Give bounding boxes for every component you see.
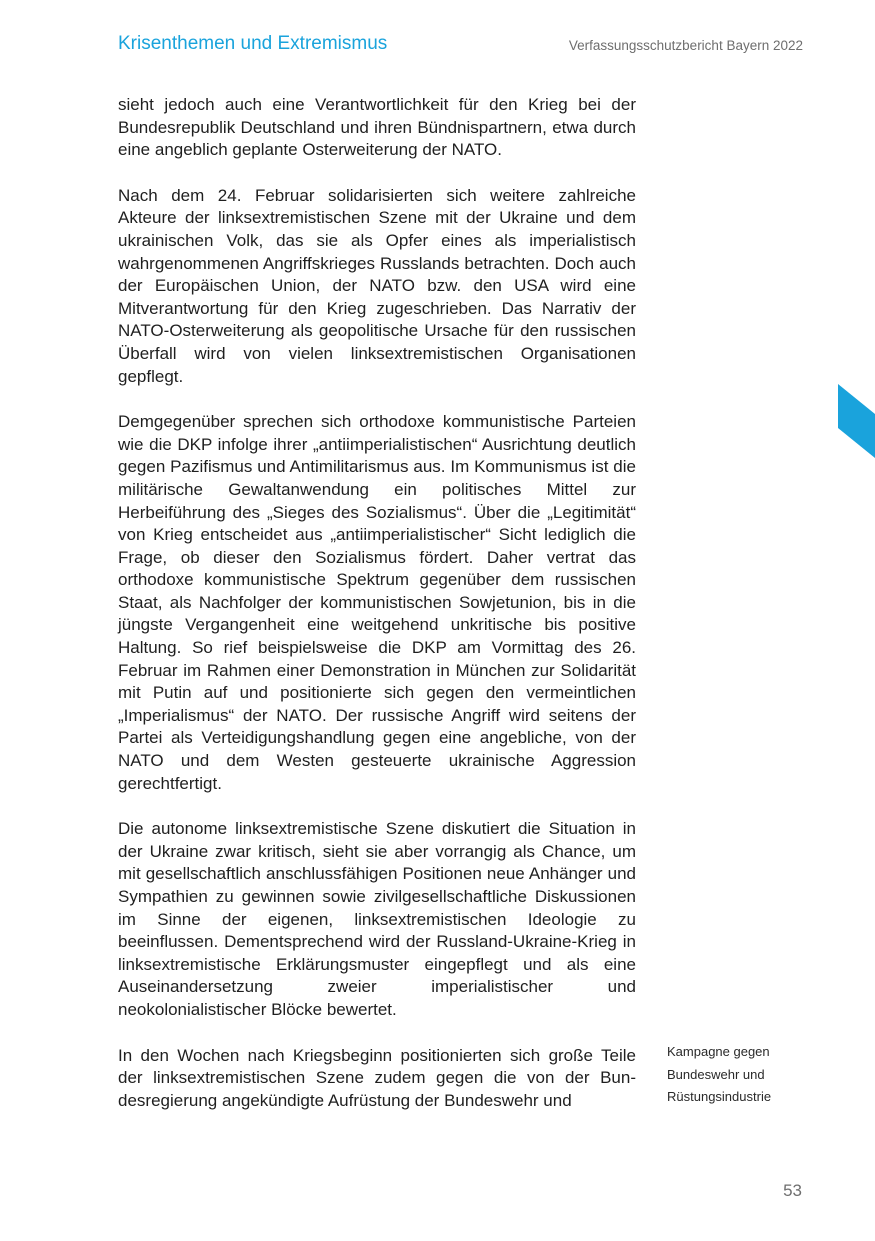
- chapter-tab-marker: [838, 384, 875, 458]
- marginal-note-line: Kampagne gegen: [667, 1044, 770, 1059]
- paragraph: sieht jedoch auch eine Verantwortlichkeit für den Krieg bei der Bundesrepublik Deutschland und ihren Bündnispartnern, etwa durch eine angeblich geplante Osterweiterung der NATO.: [118, 95, 636, 160]
- paragraph: Die autonome linksextremistische Szene diskutiert die Situation in der Ukraine zwar kritisch, sieht sie aber vorrangig als Chance, um mit gesellschaftlich anschlussfähigen Positionen neue Anhänger und Sympathien zu gewinnen sowie zivilgesellschaftliche Diskussionen im Sinne der eigenen, linksextremistischen Ideologie zu beeinflussen. Dementsprechend wird der Russland-Ukraine-Krieg in linksextremistische Erklärungsmuster eingepflegt und als eine Auseinandersetzung zweier imperialistischer und neokolonialistischer Blöcke bewertet.: [118, 819, 636, 1019]
- paragraph: Demgegenüber sprechen sich orthodoxe kommunistische Parteien wie die DKP infolge ihrer „antiimperialistischen“ Ausrichtung deutlich gegen Pazifismus und Antimilitarismus aus. Im Kommunismus ist die militärische Gewaltanwendung ein politisches Mittel zur Herbeiführung des „Sieges des Sozialismus“. Über die „Legitimität“ von Krieg entscheidet aus „antiimperialistischer“ Sicht lediglich die Frage, ob dieser den Sozialismus fördert. Daher vertrat das orthodoxe kommunistische Spektrum gegenüber dem russischen Staat, als Nachfolger der kommunistischen Sowjetunion, bis in die jüngste Vergangenheit eine weitgehend unkritische bis positive Haltung. So rief beispielsweise die DKP am Vormittag des 26. Februar im Rahmen einer Demonstration in München zur Solidarität mit Putin auf und positionierte sich gegen den vermeintlichen „Imperialismus“ der NATO. Der russische Angriff wird seitens der Partei als Verteidigungshandlung gegen eine angebliche, von der NATO und dem Westen gesteuerte ukrainische Aggression gerechtfertigt.: [118, 412, 636, 793]
- marginal-note-line: Bundeswehr und: [667, 1066, 765, 1082]
- page-number: 53: [783, 1181, 802, 1200]
- paragraph: Nach dem 24. Februar solidarisierten sich weitere zahlreiche Akteure der linksextremistischen Szene mit der Ukraine und dem ukrainischen Volk, das sie als Opfer eines als imperialistisch wahrgenommenen Angriffskrieges Russlands betrachten. Doch auch der Europäischen Union, der NATO bzw. den USA wird eine Mitverantwortung für den Krieg zugeschrieben. Das Narrativ der NATO-Osterweiterung als geopolitische Ursache für den russischen Überfall wird von vielen linksextremistischen Organisationen gepflegt.: [118, 185, 636, 386]
- report-title: Verfassungsschutzbericht Bayern 2022: [568, 38, 803, 53]
- marginal-note-line: Rüstungsindustrie: [667, 1089, 772, 1104]
- body-text: [118, 94, 636, 1135]
- paragraph: In den Wochen nach Kriegsbeginn positionierten sich große Teile der linksextremistischen Szene zudem gegen die von der Bundesregierung angekündigte Aufrüstung der Bundeswehr und: [118, 1045, 636, 1110]
- marginal-note: [667, 1041, 807, 1109]
- section-title: Krisenthemen und Extremismus: [118, 33, 388, 54]
